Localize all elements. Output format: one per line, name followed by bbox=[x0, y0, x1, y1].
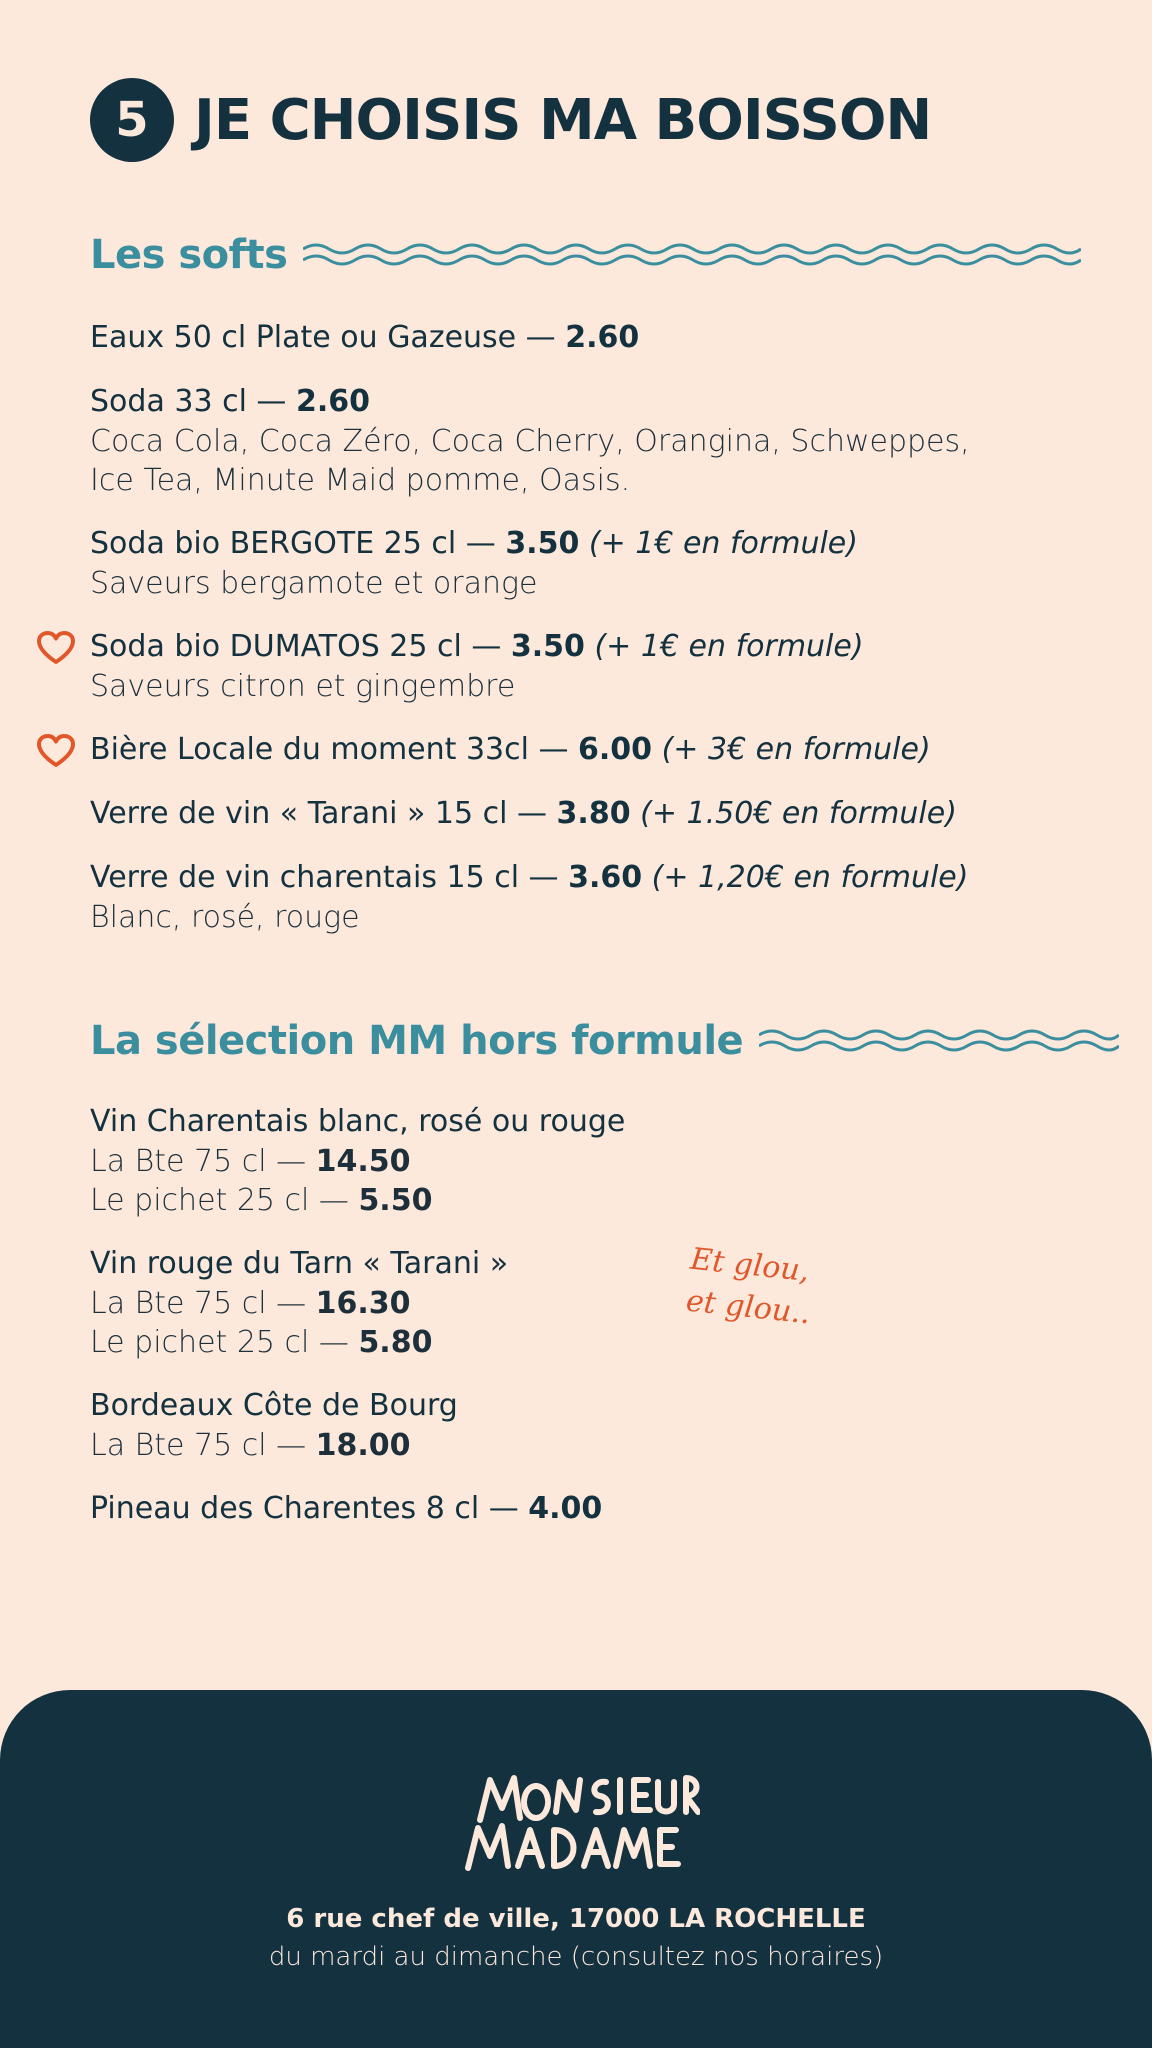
list-item bbox=[90, 627, 1090, 706]
list-item bbox=[90, 730, 1090, 770]
selection-list bbox=[90, 1102, 1090, 1553]
list-item bbox=[90, 382, 1090, 500]
heart-icon bbox=[36, 631, 76, 665]
item-name: Verre de vin charentais 15 cl — bbox=[90, 860, 569, 895]
item-format: La Bte 75 cl — bbox=[90, 1286, 316, 1321]
item-formula-supplement: (+ 1€ en formule) bbox=[584, 629, 864, 664]
item-formula-supplement: (+ 3€ en formule) bbox=[652, 732, 931, 767]
footer bbox=[0, 1690, 1152, 2048]
list-item bbox=[90, 1244, 1090, 1362]
item-price: 6.00 bbox=[578, 732, 653, 767]
item-formula-supplement: (+ 1,20€ en formule) bbox=[642, 860, 969, 895]
item-name: Vin rouge du Tarn « Tarani » bbox=[90, 1246, 509, 1281]
item-description: Blanc, rosé, rouge bbox=[90, 900, 360, 935]
item-format: Le pichet 25 cl — bbox=[90, 1183, 359, 1218]
item-price: 3.50 bbox=[505, 526, 580, 561]
list-item bbox=[90, 858, 1090, 937]
item-price: 14.50 bbox=[315, 1144, 411, 1179]
item-price: 3.80 bbox=[556, 796, 631, 831]
item-price: 18.00 bbox=[315, 1428, 411, 1463]
wave-decoration-icon bbox=[759, 1026, 1119, 1056]
restaurant-address: 6 rue chef de ville, 17000 LA ROCHELLE bbox=[286, 1904, 866, 1934]
item-name: Eaux 50 cl Plate ou Gazeuse — bbox=[90, 320, 566, 355]
item-name: Pineau des Charentes 8 cl — bbox=[90, 1491, 529, 1526]
item-name: Bordeaux Côte de Bourg bbox=[90, 1388, 458, 1423]
handwritten-note bbox=[684, 1239, 817, 1336]
item-price: 2.60 bbox=[565, 320, 640, 355]
item-price: 4.00 bbox=[528, 1491, 603, 1526]
list-item bbox=[90, 1102, 1090, 1220]
item-format: Le pichet 25 cl — bbox=[90, 1325, 359, 1360]
item-price: 3.60 bbox=[568, 860, 643, 895]
item-name: Soda 33 cl — bbox=[90, 384, 296, 419]
item-name: Verre de vin « Tarani » 15 cl — bbox=[90, 796, 557, 831]
item-name: Soda bio BERGOTE 25 cl — bbox=[90, 526, 506, 561]
item-description: Coca Cola, Coca Zéro, Coca Cherry, Orangina, Schweppes, bbox=[90, 424, 970, 459]
item-description: Ice Tea, Minute Maid pomme, Oasis. bbox=[90, 463, 631, 498]
selection-heading bbox=[90, 1018, 1119, 1064]
step-badge: 5 bbox=[90, 78, 174, 162]
list-item bbox=[90, 318, 1090, 358]
note-line: et glou.. bbox=[684, 1283, 812, 1332]
page-title: JE CHOISIS MA BOISSON bbox=[194, 87, 932, 153]
softs-list bbox=[90, 318, 1090, 961]
softs-title: Les softs bbox=[90, 232, 288, 278]
selection-title: La sélection MM hors formule bbox=[90, 1018, 744, 1064]
page-header bbox=[90, 78, 931, 162]
list-item bbox=[90, 1386, 1090, 1465]
item-name: Vin Charentais blanc, rosé ou rouge bbox=[90, 1104, 626, 1139]
item-formula-supplement: (+ 1.50€ en formule) bbox=[630, 796, 957, 831]
item-description: Saveurs citron et gingembre bbox=[90, 669, 516, 704]
note-line: Et glou, bbox=[688, 1241, 811, 1289]
item-format: La Bte 75 cl — bbox=[90, 1144, 316, 1179]
heart-icon bbox=[36, 734, 76, 768]
item-formula-supplement: (+ 1€ en formule) bbox=[579, 526, 858, 561]
item-name: Bière Locale du moment 33cl — bbox=[90, 732, 579, 767]
wave-decoration-icon bbox=[303, 240, 1081, 270]
list-item bbox=[90, 524, 1090, 603]
list-item bbox=[90, 1489, 1090, 1529]
item-description: Saveurs bergamote et orange bbox=[90, 566, 538, 601]
brand-logo bbox=[460, 1760, 700, 1890]
item-price: 2.60 bbox=[295, 384, 371, 419]
item-price: 3.50 bbox=[510, 629, 585, 664]
item-format: La Bte 75 cl — bbox=[90, 1428, 316, 1463]
item-price: 16.30 bbox=[315, 1286, 411, 1321]
item-price: 5.50 bbox=[358, 1183, 433, 1218]
list-item bbox=[90, 794, 1090, 834]
item-name: Soda bio DUMATOS 25 cl — bbox=[90, 629, 511, 664]
item-price: 5.80 bbox=[358, 1325, 433, 1360]
opening-hours: du mardi au dimanche (consultez nos horaires) bbox=[268, 1942, 884, 1972]
softs-heading bbox=[90, 232, 1081, 278]
